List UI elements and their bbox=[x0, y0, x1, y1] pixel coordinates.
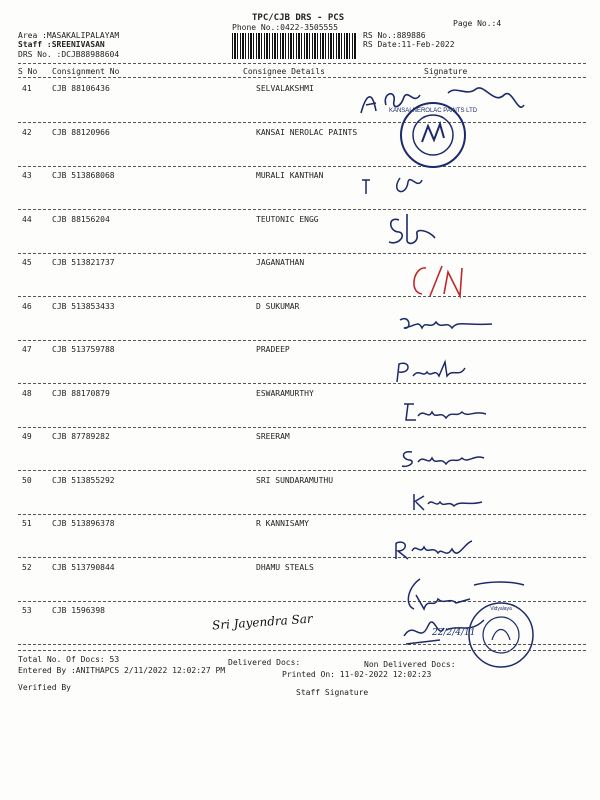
signature-row47 bbox=[393, 358, 473, 388]
row-divider bbox=[18, 340, 586, 341]
signature-row43 bbox=[360, 170, 450, 202]
row-sno: 42 bbox=[22, 127, 32, 137]
printed-on: Printed On: 11-02-2022 12:02:23 bbox=[282, 670, 432, 679]
signature-row45 bbox=[408, 262, 468, 302]
row-consignee: TEUTONIC ENGG bbox=[256, 214, 319, 224]
signature-row44 bbox=[385, 210, 445, 252]
row-consignment: CJB 88106436 bbox=[52, 84, 110, 93]
signature-row41 bbox=[356, 75, 531, 142]
header-divider bbox=[18, 63, 586, 64]
row-consignee: DHAMU STEALS bbox=[256, 562, 314, 572]
school-stamp bbox=[462, 600, 540, 672]
total-docs: Total No. Of Docs: 53 bbox=[18, 655, 120, 664]
row-divider bbox=[18, 427, 586, 428]
signature-row50 bbox=[410, 490, 485, 516]
row-divider bbox=[18, 470, 586, 471]
row-divider bbox=[18, 253, 586, 254]
non-delivered-docs: Non Delivered Docs: bbox=[364, 660, 456, 669]
verified-by: Verified By bbox=[18, 683, 71, 692]
row-consignment: CJB 513759788 bbox=[52, 345, 115, 354]
row-consignment: CJB 87789282 bbox=[52, 432, 110, 441]
row-sno: 51 bbox=[22, 519, 32, 528]
row-divider bbox=[18, 296, 586, 297]
column-consignee: Consignee Details bbox=[243, 67, 325, 76]
handwritten-receiver: Sri Jayendra Sar bbox=[211, 611, 314, 633]
row-consignee: SRI SUNDARAMUTHU bbox=[256, 475, 334, 485]
column-consignment: Consignment No bbox=[52, 67, 120, 76]
row-consignment: CJB 513821737 bbox=[52, 258, 115, 267]
row-consignment: CJB 88120966 bbox=[52, 127, 110, 137]
row-consignee: D SUKUMAR bbox=[256, 301, 300, 311]
signature-row51 bbox=[392, 535, 477, 565]
row-consignment: CJB 513896378 bbox=[52, 519, 115, 528]
signature-row48 bbox=[400, 400, 490, 426]
rs-number: RS No.:889886 bbox=[363, 31, 426, 40]
signature-row49 bbox=[398, 446, 488, 472]
row-consignment: CJB 513853433 bbox=[52, 301, 115, 311]
row-consignee: SREERAM bbox=[256, 432, 290, 441]
row-sno: 45 bbox=[22, 258, 32, 267]
row-sno: 47 bbox=[22, 345, 32, 354]
page-number: Page No.:4 bbox=[453, 19, 502, 28]
row-consignment: CJB 88170879 bbox=[52, 388, 110, 398]
document-title: TPC/CJB DRS - PCS bbox=[252, 13, 345, 23]
delivered-docs: Delivered Docs: bbox=[228, 658, 301, 667]
staff-signature-label: Staff Signature bbox=[296, 688, 369, 697]
row-sno: 53 bbox=[22, 606, 32, 615]
staff-label: Staff :SREENIVASAN bbox=[18, 40, 105, 49]
handwritten-date: 22/2/4/11 bbox=[432, 628, 476, 638]
row-sno: 44 bbox=[22, 214, 32, 224]
row-consignee: JAGANATHAN bbox=[256, 258, 305, 267]
row-sno: 41 bbox=[22, 84, 32, 93]
row-consignee: R KANNISAMY bbox=[256, 519, 309, 528]
row-consignment: CJB 513790844 bbox=[52, 562, 115, 572]
row-divider bbox=[18, 383, 586, 384]
row-consignment: CJB 1596398 bbox=[52, 606, 105, 615]
row-divider bbox=[18, 166, 586, 167]
barcode bbox=[232, 33, 357, 59]
signature-row46 bbox=[396, 312, 496, 336]
row-sno: 43 bbox=[22, 171, 32, 180]
row-sno: 48 bbox=[22, 388, 32, 398]
drs-number: DRS No. :DCJB88988604 bbox=[18, 50, 120, 59]
row-consignment: CJB 513855292 bbox=[52, 475, 115, 485]
area-label: Area :MASAKALIPALAYAM bbox=[18, 31, 120, 40]
row-divider bbox=[18, 209, 586, 210]
phone-number: Phone No.:0422-3505555 bbox=[232, 23, 338, 32]
row-consignment: CJB 88156204 bbox=[52, 214, 110, 224]
row-divider bbox=[18, 557, 586, 558]
row-consignee: ESWARAMURTHY bbox=[256, 388, 314, 398]
column-signature: Signature bbox=[424, 67, 468, 76]
row-sno: 46 bbox=[22, 301, 32, 311]
row-consignee: MURALI KANTHAN bbox=[256, 171, 324, 180]
row-consignee: KANSAI NEROLAC PAINTS bbox=[256, 127, 358, 137]
row-consignee: SELVALAKSHMI bbox=[256, 84, 314, 93]
column-sno: S No bbox=[18, 67, 38, 76]
row-divider bbox=[18, 514, 586, 515]
entered-by: Entered By :ANITHAPCS 2/11/2022 12:02:27 PM bbox=[18, 666, 226, 675]
footer-divider bbox=[18, 650, 586, 651]
row-sno: 49 bbox=[22, 432, 32, 441]
row-sno: 50 bbox=[22, 475, 32, 485]
stamp-text: KANSAI NEROLAC PAINTS LTD bbox=[388, 108, 478, 114]
school-stamp-text: Vidyalaya bbox=[490, 606, 512, 612]
row-consignment: CJB 513868068 bbox=[52, 171, 115, 180]
row-sno: 52 bbox=[22, 562, 32, 572]
rs-date: RS Date:11-Feb-2022 bbox=[363, 40, 455, 49]
row-consignee: PRADEEP bbox=[256, 345, 290, 354]
